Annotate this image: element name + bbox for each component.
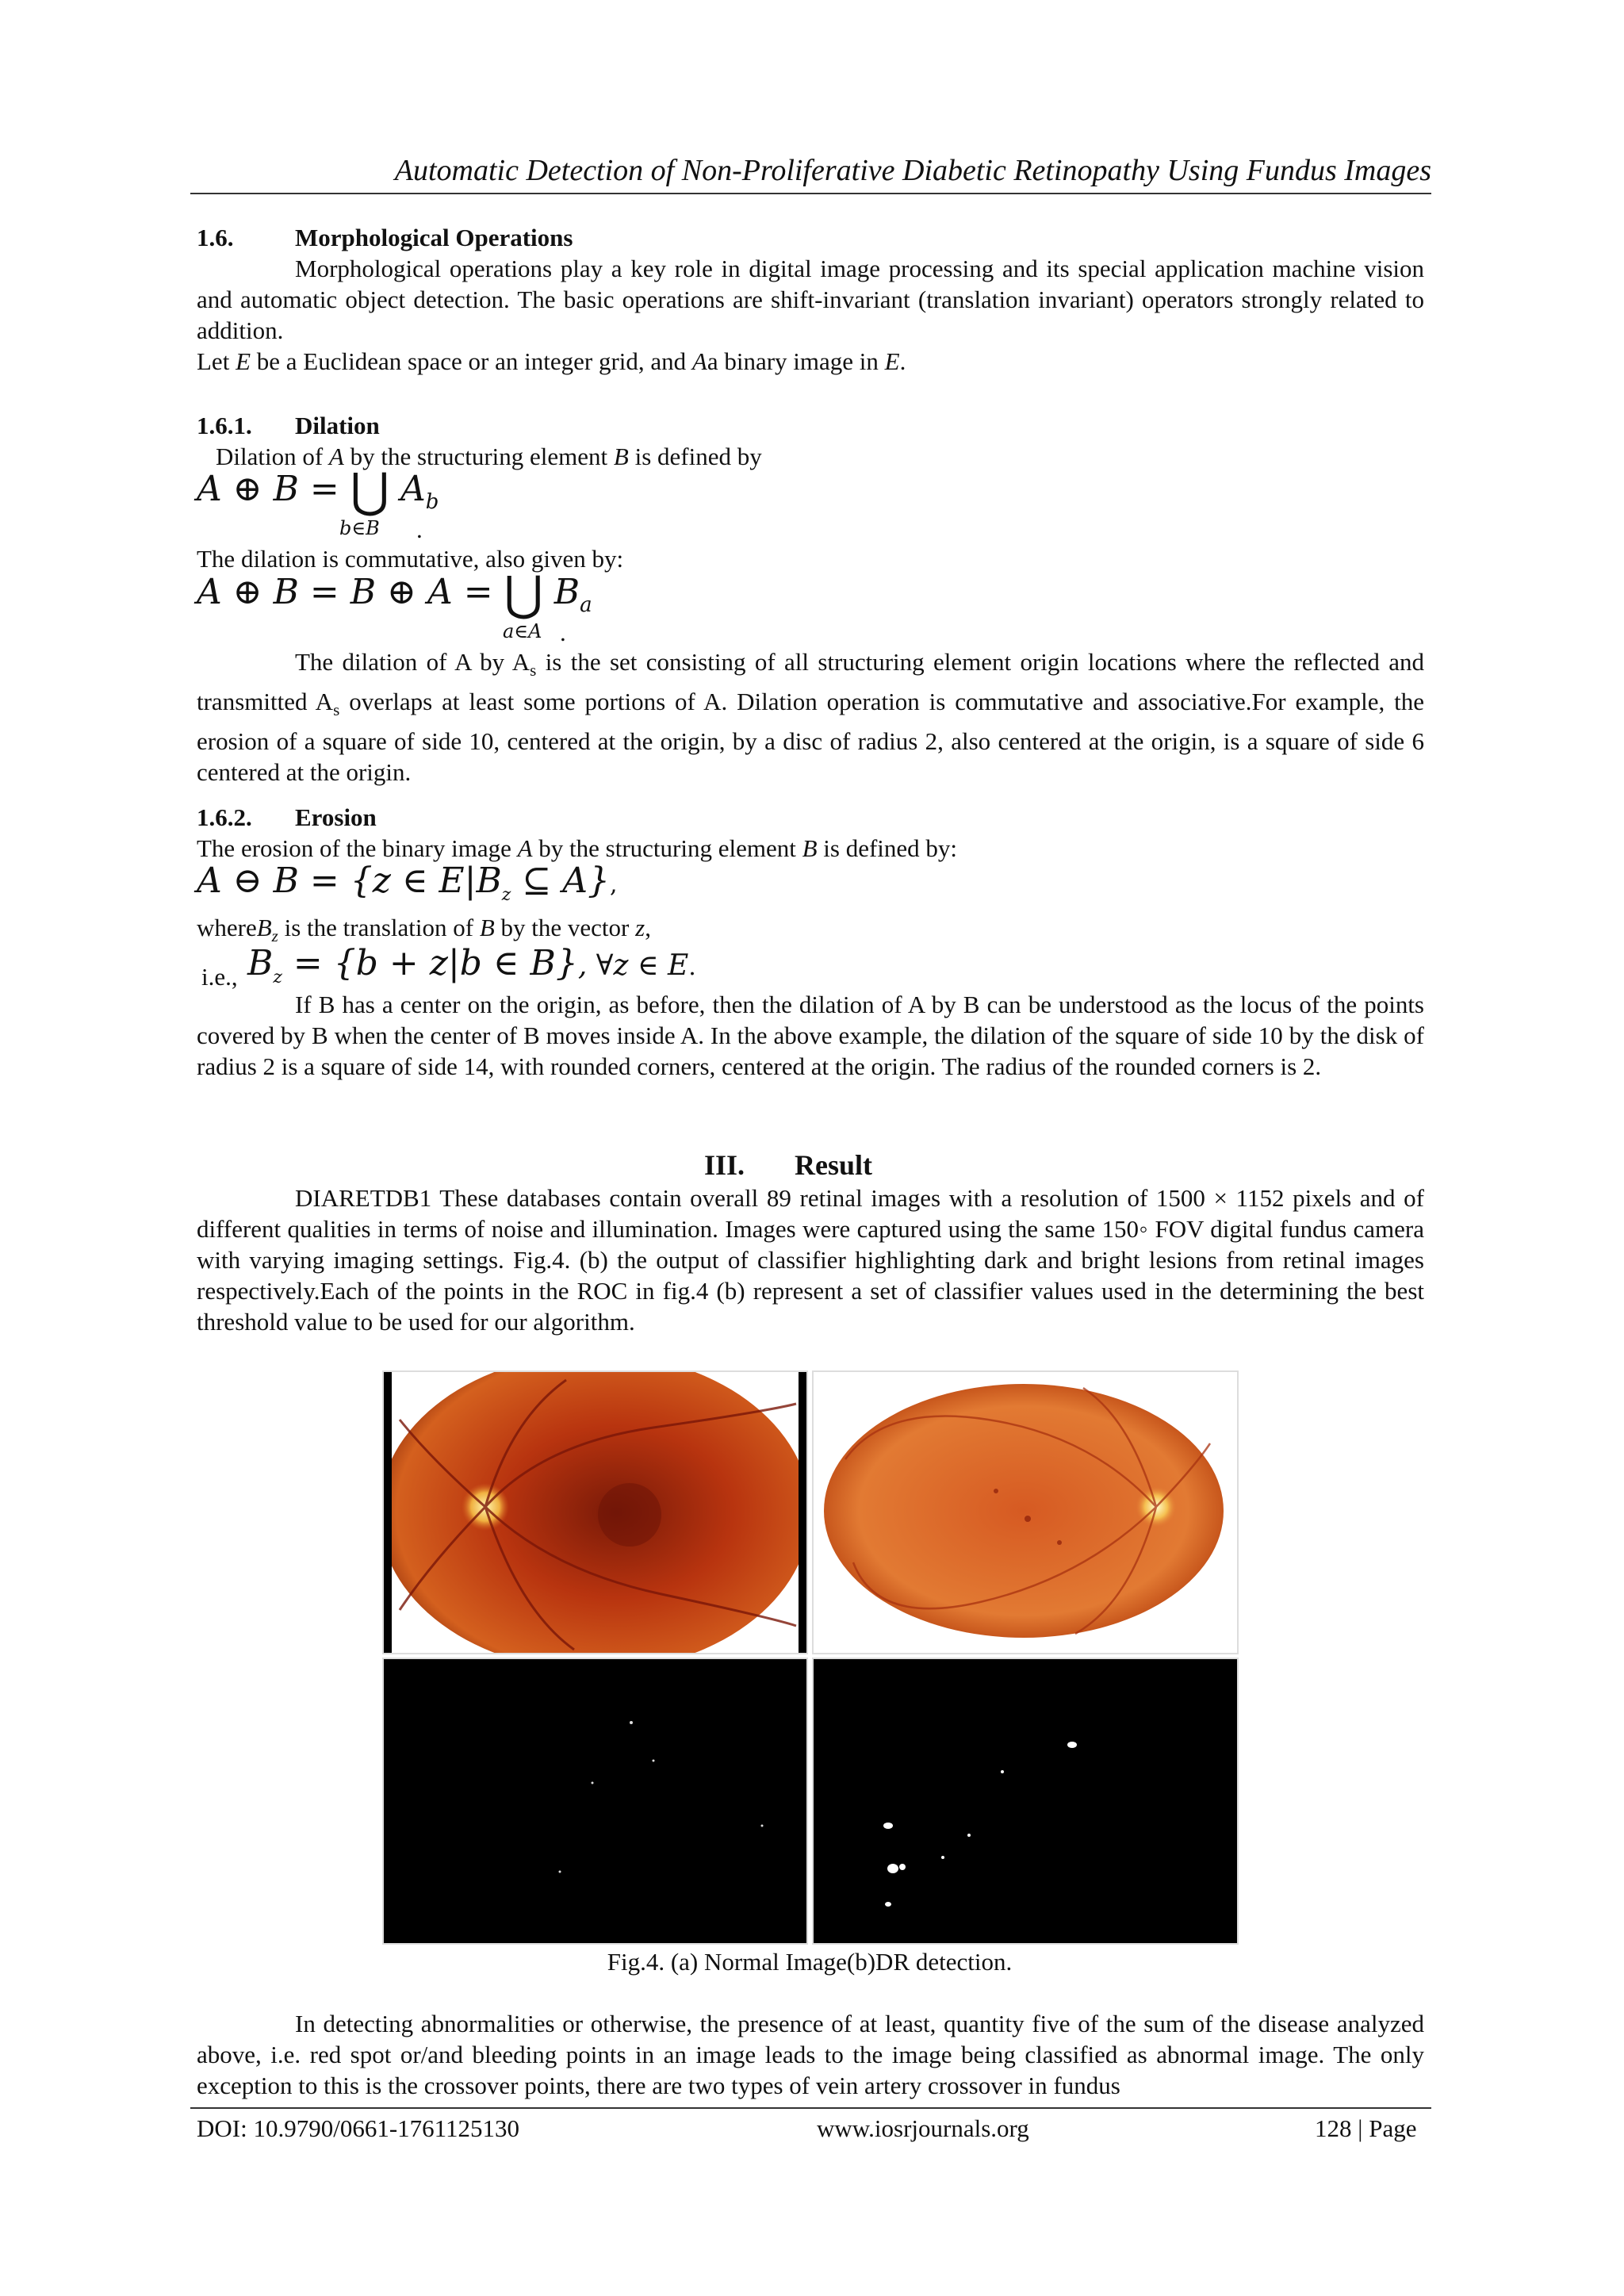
section-1-6-1-title: Dilation: [295, 412, 380, 439]
result-paragraph: DIARETDB1 These databases contain overall 89 retinal images with a resolution of 1500 × 1152 pixels and of different qualities in terms of noise and illumination. Images were captured using the same 150◦ FOV digital fundus camera with varying imaging settings. Fig.4. (b) the output of classifier highlighting dark and bright lesions from retinal images respectively.Each of the points in the ROC in fig.4 (b) represent a set of classifier values used in the determining the best threshold value to be used for our algorithm.: [197, 1184, 1424, 1336]
dilation-equation-2-index: a∈A: [503, 620, 542, 642]
footer-website: www.iosrjournals.org: [817, 2114, 1029, 2142]
dilation-intro: Dilation of A by the structuring element B is defined by: [216, 443, 762, 470]
footer-doi: DOI: 10.9790/0661-1761125130: [197, 2114, 519, 2142]
ie-label: i.e.,: [201, 963, 238, 991]
section-1-6-2-title: Erosion: [295, 803, 377, 831]
detection-normal-output: [382, 1658, 808, 1945]
erosion-paragraph: If B has a center on the origin, as before, then the dilation of A by B can be understood as the locus of the points covered by B when the center of B moves inside A. In the above example, the dilation of the square of side 10 by the disk of radius 2 is a square of side 14, with rounded corners, centered at the origin. The radius of the rounded corners is 2.: [197, 991, 1424, 1080]
section-3-number: III.: [704, 1149, 745, 1181]
section-1-6-definition: Let E be a Euclidean space or an integer grid, and Aa binary image in E.: [197, 347, 906, 375]
erosion-where-text: whereB$_z$ is the translation of B by the vector z,: [197, 914, 651, 946]
dilation-paragraph: The dilation of A by $A_s$ is the set consisting of all structuring element origin locations where the reflected and transmitted $A_s$ overlaps at least some portions of A. Dilation operation is commutative and associative.For example, the erosion of a square of side 10, centered at the origin, by a disc of radius 2, also centered at the origin, is a square of side 6 centered at the origin.: [197, 648, 1424, 787]
section-3-title: Result: [795, 1149, 872, 1181]
header-rule: [190, 193, 1431, 194]
section-1-6-2-number: 1.6.2.: [197, 803, 252, 831]
section-1-6-1-number: 1.6.1.: [197, 412, 252, 439]
erosion-equation: A ⊖ B = {z ∈ $E|B_z$ ⊆ A},: [197, 861, 618, 905]
detection-dr-output: [812, 1658, 1239, 1945]
translation-equation: $B_z = \{b + z|b$ ∈ B}, ∀z ∈ E.: [247, 943, 696, 987]
dilation-equation-2: A ⊕ B = B ⊕ A = ⋃ $B_a$: [197, 566, 592, 622]
footer-rule: [190, 2107, 1431, 2109]
fundus-normal-image: [382, 1370, 808, 1654]
section-1-6-paragraph: Morphological operations play a key role in digital image processing and its special application machine vision and automatic object detection. The basic operations are shift-invariant (translation invariant) operators strongly related to addition.: [197, 255, 1424, 344]
dilation-commutative-text: The dilation is commutative, also given by:: [197, 545, 624, 573]
section-1-6-number: 1.6.: [197, 224, 234, 251]
figure-4-caption: Fig.4. (a) Normal Image(b)DR detection.: [607, 1948, 1013, 1976]
dilation-equation-1: A ⊕ B = ⋃ $A_b$: [197, 463, 439, 519]
closing-paragraph: In detecting abnormalities or otherwise, the presence of at least, quantity five of the sum of the disease analyzed above, i.e. red spot or/and bleeding points in an image leads to the image being classified as abnormal image. The only exception to this is the crossover points, there are two types of vein artery crossover in fundus: [197, 2010, 1424, 2099]
erosion-intro: The erosion of the binary image A by the structuring element B is defined by:: [197, 834, 958, 862]
footer-page-number: 128 | Page: [1315, 2114, 1417, 2142]
section-1-6-title: Morphological Operations: [295, 224, 573, 251]
running-header: Automatic Detection of Non-Proliferative Diabetic Retinopathy Using Fundus Images: [394, 154, 1431, 187]
dilation-equation-2-dot: .: [560, 619, 566, 646]
dilation-equation-1-index: b∈B: [339, 517, 380, 539]
figure-4: [382, 1370, 1237, 1943]
fundus-dr-image: [812, 1370, 1239, 1654]
dilation-equation-1-dot: .: [416, 516, 423, 543]
